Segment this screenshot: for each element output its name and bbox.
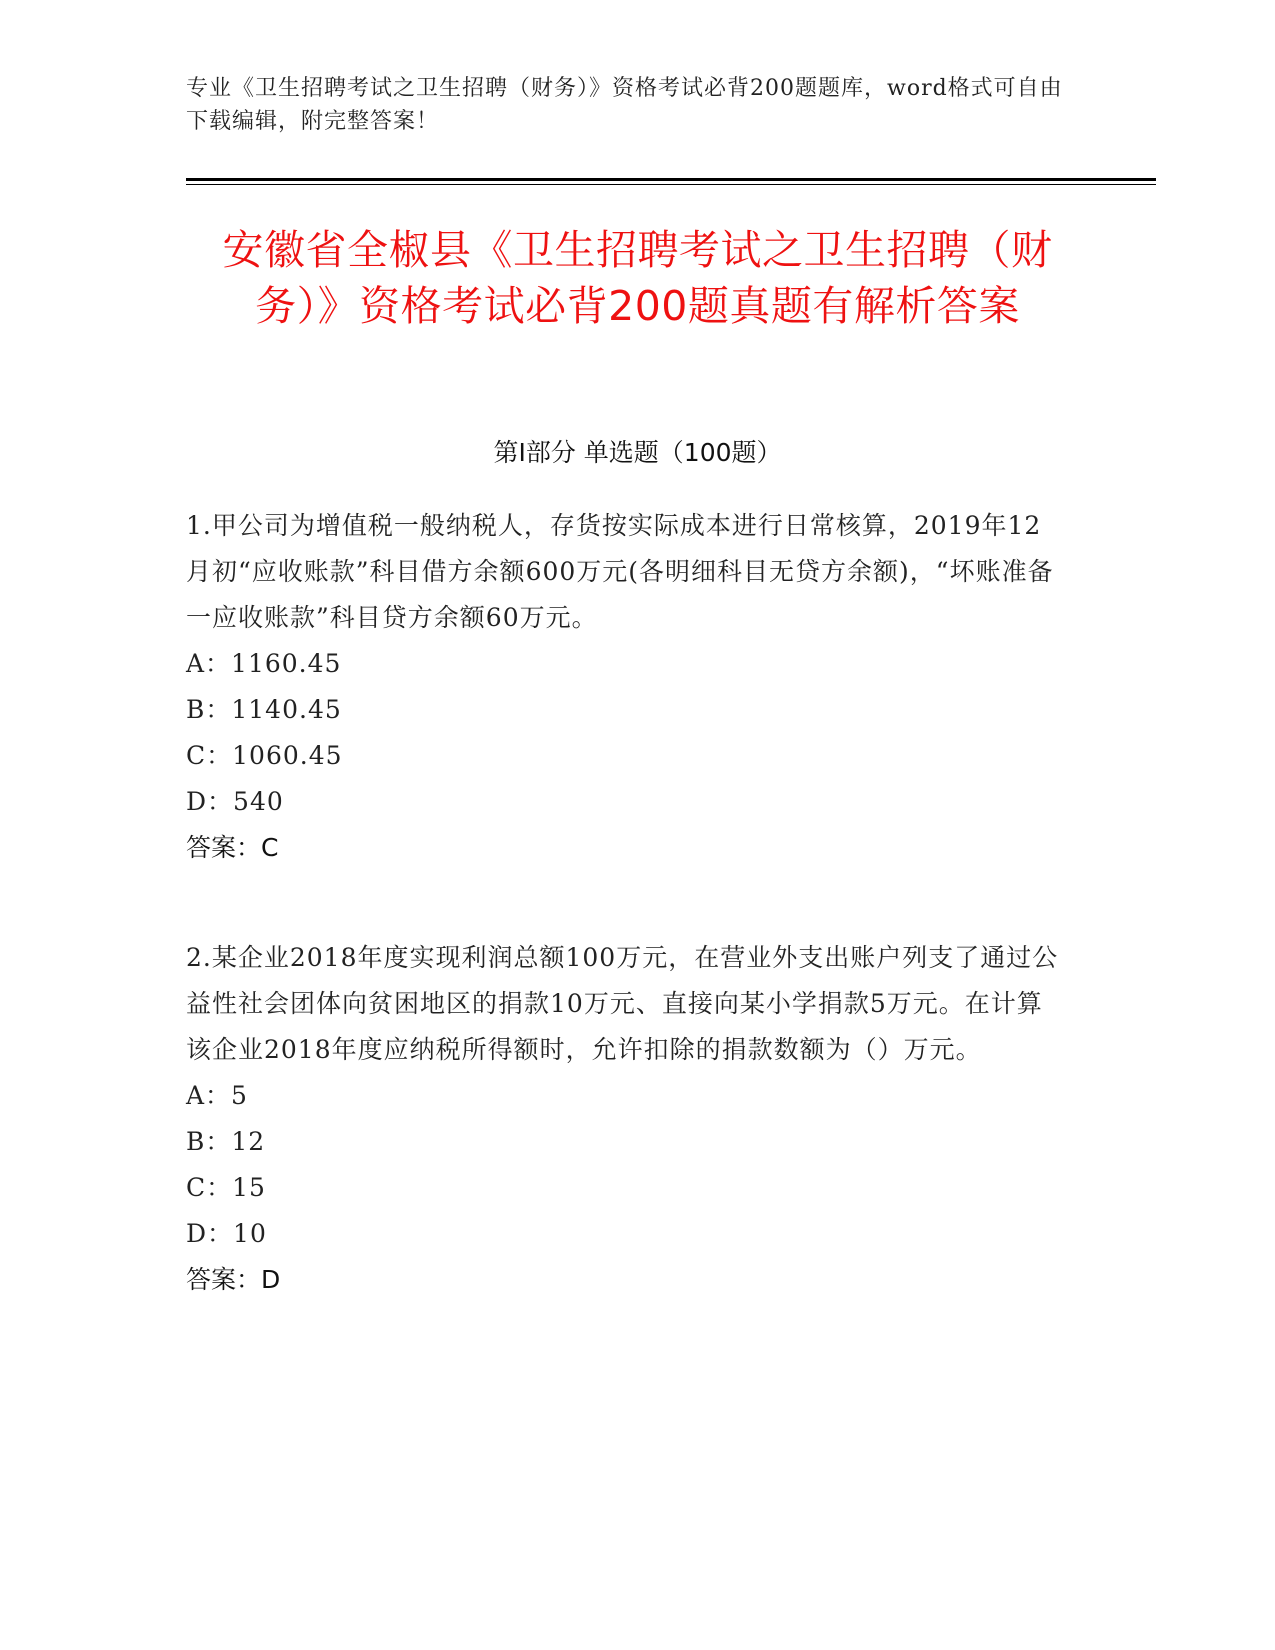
option-c: C：1060.45 [186, 741, 343, 770]
header-divider-thin [186, 184, 1156, 185]
question-1 [186, 503, 1066, 871]
question-stem: 2.某企业2018年度实现利润总额100万元，在营业外支出账户列支了通过公益性社会团体向贫困地区的捐款10万元、直接向某小学捐款5万元。在计算该企业2018年度应纳税所得额时，允许扣除的捐款数额为（）万元。 [186, 943, 1059, 1064]
section-heading: 第I部分 单选题（100题） [493, 438, 782, 467]
answer: 答案：C [186, 833, 279, 862]
option-d: D：540 [186, 787, 284, 816]
answer: 答案：D [186, 1265, 281, 1294]
header-divider-thick [186, 178, 1156, 181]
option-b: B：12 [186, 1127, 266, 1156]
document-title: 安徽省全椒县《卫生招聘考试之卫生招聘（财务）》资格考试必背200题真题有解析答案 [222, 226, 1053, 330]
option-d: D：10 [186, 1219, 267, 1248]
option-a: A：5 [186, 1081, 248, 1110]
option-b: B：1140.45 [186, 695, 342, 724]
option-c: C：15 [186, 1173, 266, 1202]
header-note: 专业《卫生招聘考试之卫生招聘（财务）》资格考试必背200题题库，word格式可自由下载编辑，附完整答案！ [186, 76, 1063, 134]
option-a: A：1160.45 [186, 649, 342, 678]
question-2 [186, 935, 1066, 1303]
question-stem: 1.甲公司为增值税一般纳税人，存货按实际成本进行日常核算，2019年12月初“应收账款”科目借方余额600万元(各明细科目无贷方余额)，“坏账准备一应收账款”科目贷方余额60万元。 [186, 511, 1054, 632]
